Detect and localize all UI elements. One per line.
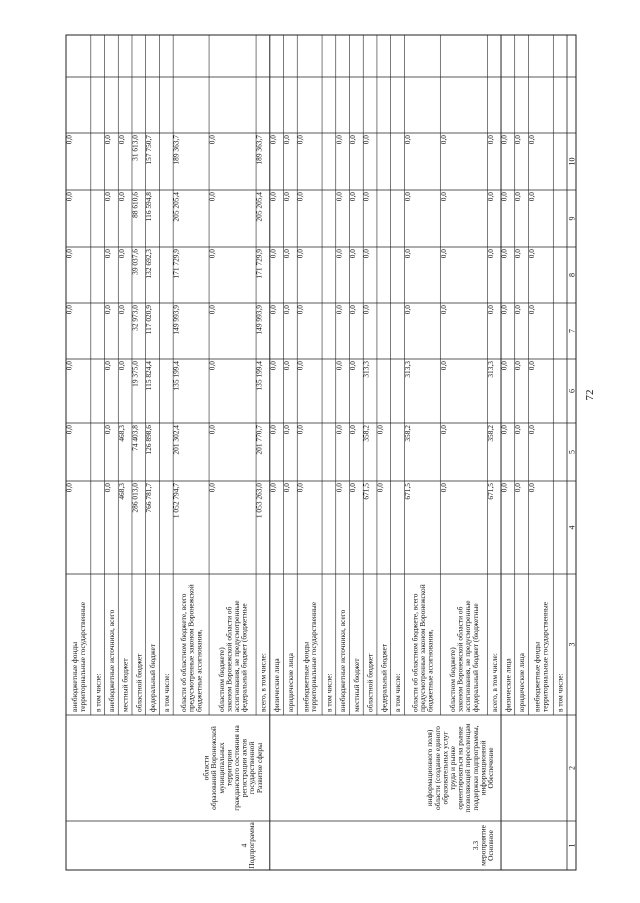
- cell-value: 0,0: [334, 483, 344, 493]
- column-header: 8: [567, 273, 577, 277]
- cell-value: 0,0: [499, 361, 509, 371]
- block-name-line: Развитие сферы: [254, 742, 264, 794]
- cell-value: 0,0: [361, 249, 371, 259]
- cell-value: 0,0: [499, 305, 509, 315]
- cell-value: 0,0: [282, 192, 291, 202]
- cell-value: 0,0: [103, 135, 112, 145]
- cell-value: 201 302,4: [171, 425, 181, 455]
- cell-value: 0,0: [282, 361, 291, 371]
- cell-value: 0,0: [499, 425, 509, 435]
- cell-value: 0,0: [438, 249, 448, 259]
- cell-value: 0,0: [348, 483, 357, 493]
- cell-value: 0,0: [207, 135, 217, 145]
- cell-value: 0,0: [116, 305, 126, 315]
- cell-value: 0,0: [499, 135, 509, 145]
- cell-value: 0,0: [334, 249, 344, 259]
- row-label: всего, в том числе:: [258, 653, 268, 712]
- page-number: 72: [584, 389, 596, 401]
- cell-value: 0,0: [527, 483, 536, 493]
- row-label: внебюджетные фонды: [301, 641, 311, 712]
- cell-value: 0,0: [334, 361, 344, 371]
- row-label: предусмотренные законом Воронежской: [417, 584, 427, 712]
- row-label: в том числе:: [393, 673, 403, 712]
- column-header: 5: [567, 450, 577, 454]
- cell-value: 0,0: [499, 192, 509, 202]
- cell-value: 358,2: [485, 425, 495, 442]
- cell-value: 0,0: [64, 425, 74, 435]
- cell-value: 0,0: [282, 135, 291, 145]
- cell-value: 358,2: [361, 425, 371, 442]
- block-name-line: поддержки подпрограммы,: [470, 725, 480, 811]
- row-label: областной бюджет: [365, 653, 375, 712]
- block-name-line: регистрации актов: [239, 738, 249, 798]
- row-label: бюджетные ассигнования,: [425, 629, 435, 712]
- row-label: областной бюджет: [134, 653, 144, 712]
- cell-value: 0,0: [268, 483, 278, 493]
- cell-value: 0,0: [295, 425, 305, 435]
- cell-value: 116 594,8: [144, 192, 154, 222]
- cell-value: 0,0: [348, 361, 357, 371]
- cell-value: 0,0: [282, 425, 291, 435]
- cell-value: 0,0: [282, 305, 291, 315]
- cell-value: 0,0: [348, 305, 357, 315]
- cell-value: 0,0: [527, 135, 536, 145]
- block-name-line: позволяющей переселенцам: [463, 723, 473, 813]
- cell-value: 0,0: [64, 192, 74, 202]
- cell-value: 0,0: [295, 135, 305, 145]
- row-label: области об областном бюджете, всего: [410, 593, 420, 712]
- row-label: территориальные государственные: [309, 601, 318, 712]
- cell-value: 313,3: [361, 361, 371, 378]
- row-label: федеральный бюджет (бюджетные: [239, 603, 249, 712]
- cell-value: 0,0: [402, 135, 412, 145]
- cell-value: 313,3: [402, 361, 412, 378]
- block-code: Подпрограмма: [247, 822, 257, 869]
- row-label: законом Воронежской области об: [224, 606, 234, 712]
- cell-value: 0,0: [268, 425, 278, 435]
- cell-value: 205 205,4: [254, 192, 264, 222]
- cell-value: 135 199,4: [254, 361, 264, 391]
- cell-value: 0,0: [348, 249, 357, 259]
- cell-value: 0,0: [268, 249, 278, 259]
- row-label: федеральный бюджет: [379, 643, 389, 712]
- column-header: 7: [567, 329, 577, 333]
- cell-value: 0,0: [334, 192, 344, 202]
- cell-value: 32 973,0: [130, 305, 140, 331]
- row-label: в том числе:: [555, 673, 565, 712]
- cell-value: 0,0: [64, 305, 74, 315]
- cell-value: 19 375,0: [130, 361, 140, 387]
- row-label: внебюджетные источники, всего: [338, 609, 348, 712]
- cell-value: 0,0: [116, 249, 126, 259]
- budget-table: [65, 35, 577, 870]
- cell-value: 0,0: [513, 361, 523, 371]
- cell-value: 0,0: [485, 249, 495, 259]
- row-label: в том числе:: [161, 673, 171, 712]
- cell-value: 0,0: [438, 483, 448, 493]
- row-label: местный бюджет: [120, 658, 130, 712]
- cell-value: 1 052 794,7: [171, 483, 181, 519]
- row-label: в том числе:: [93, 673, 103, 712]
- block-code: 4: [239, 843, 249, 848]
- cell-value: 0,0: [268, 305, 278, 315]
- cell-value: 0,0: [499, 483, 509, 493]
- cell-value: 0,0: [103, 249, 112, 259]
- block-name-line: области: [201, 755, 211, 781]
- cell-value: 189 363,7: [254, 135, 264, 165]
- cell-value: 171 729,9: [254, 249, 264, 279]
- cell-value: 0,0: [103, 425, 112, 435]
- cell-value: 0,0: [103, 192, 112, 202]
- cell-value: 0,0: [64, 361, 74, 371]
- row-label: территориальные государственные: [540, 601, 550, 712]
- cell-value: 0,0: [513, 135, 523, 145]
- cell-value: 0,0: [207, 425, 217, 435]
- cell-value: 0,0: [361, 305, 371, 315]
- row-label: в том числе:: [324, 673, 334, 712]
- cell-value: 0,0: [361, 192, 371, 202]
- cell-value: 468,3: [116, 483, 126, 500]
- cell-value: 0,0: [438, 135, 448, 145]
- cell-value: 201 770,7: [254, 425, 264, 455]
- cell-value: 0,0: [64, 135, 74, 145]
- cell-value: 0,0: [295, 305, 305, 315]
- table-border: [66, 35, 576, 870]
- block-name-line: государственной: [247, 741, 257, 795]
- row-label: юридические лица: [286, 653, 295, 712]
- cell-value: 205 205,4: [171, 192, 181, 222]
- cell-value: 149 993,9: [254, 305, 264, 335]
- block-name-line: труда и рынке: [448, 745, 457, 791]
- block-code: 3.3: [470, 840, 480, 851]
- cell-value: 0,0: [527, 361, 536, 371]
- cell-value: 0,0: [207, 305, 217, 315]
- column-header: 2: [567, 766, 577, 770]
- block-name-line: Обеспечение: [486, 747, 495, 789]
- row-label: юридические лица: [517, 653, 527, 712]
- cell-value: 0,0: [438, 425, 448, 435]
- cell-value: 0,0: [295, 483, 305, 493]
- row-label: ассигнования, не предусмотренные: [232, 600, 241, 712]
- cell-value: 0,0: [207, 192, 217, 202]
- cell-value: 0,0: [513, 249, 523, 259]
- cell-value: 31 613,0: [130, 135, 140, 161]
- cell-value: 1 053 263,0: [254, 483, 264, 519]
- cell-value: 0,0: [438, 192, 448, 202]
- row-label: физические лица: [272, 658, 282, 712]
- cell-value: 135 199,4: [171, 361, 181, 391]
- cell-value: 0,0: [438, 361, 448, 371]
- cell-value: 0,0: [375, 483, 385, 493]
- cell-value: 0,0: [64, 483, 74, 493]
- cell-value: 0,0: [64, 249, 74, 259]
- row-label: федеральный бюджет (бюджетные: [470, 603, 480, 712]
- cell-value: 171 729,9: [171, 249, 181, 279]
- cell-value: 0,0: [402, 249, 412, 259]
- cell-value: 157 750,7: [144, 135, 154, 165]
- block-name-line: области (создание единого: [432, 726, 442, 810]
- cell-value: 149 993,9: [171, 305, 181, 335]
- cell-value: 132 692,3: [144, 249, 154, 279]
- row-label: всего, в том числе:: [489, 653, 499, 712]
- row-label: внебюджетные фонды: [70, 641, 80, 712]
- cell-value: 0,0: [513, 192, 523, 202]
- cell-value: 0,0: [402, 192, 412, 202]
- cell-value: 0,0: [485, 305, 495, 315]
- cell-value: 0,0: [485, 135, 495, 145]
- cell-value: 0,0: [361, 135, 371, 145]
- cell-value: 358,2: [402, 425, 412, 442]
- row-label: территориальные государственные: [77, 601, 87, 712]
- cell-value: 0,0: [103, 361, 112, 371]
- block-name-line: образовательных услуг: [440, 731, 450, 805]
- cell-value: 286 013,0: [130, 483, 140, 513]
- block-name-line: муниципальных: [216, 742, 226, 794]
- cell-value: 0,0: [268, 192, 278, 202]
- cell-value: 468,3: [116, 425, 126, 442]
- block-name-line: информационной: [478, 740, 488, 796]
- block-name-line: гражданского состояния на: [232, 725, 241, 811]
- cell-value: 0,0: [334, 305, 344, 315]
- row-label: физические лица: [503, 658, 513, 712]
- cell-value: 0,0: [207, 249, 217, 259]
- cell-value: 0,0: [499, 249, 509, 259]
- table-cells: [65, 135, 577, 869]
- cell-value: 0,0: [513, 483, 523, 493]
- cell-value: 0,0: [103, 483, 112, 493]
- cell-value: 0,0: [348, 135, 357, 145]
- row-label: внебюджетные фонды: [532, 641, 542, 712]
- block-name-line: ориентироваться на рынке: [455, 726, 465, 810]
- block-code: Основное: [486, 830, 495, 861]
- cell-value: 189 363,7: [171, 135, 181, 165]
- cell-value: 0,0: [334, 425, 344, 435]
- cell-value: 0,0: [295, 249, 305, 259]
- block-name-line: информационного поля): [425, 729, 435, 807]
- cell-value: 0,0: [527, 425, 536, 435]
- column-header: 3: [567, 642, 577, 647]
- row-label: ассигнования, не предусмотренные: [463, 600, 473, 712]
- column-header: 9: [567, 216, 577, 221]
- cell-value: 0,0: [295, 361, 305, 371]
- column-header: 10: [567, 157, 577, 166]
- cell-value: 39 037,6: [130, 249, 140, 275]
- cell-value: 74 403,8: [130, 425, 140, 451]
- block-name-line: территории: [224, 749, 234, 787]
- cell-value: 0,0: [527, 192, 536, 202]
- cell-value: 0,0: [103, 305, 112, 315]
- cell-value: 0,0: [375, 425, 385, 435]
- cell-value: 0,0: [513, 305, 523, 315]
- cell-value: 0,0: [282, 483, 291, 493]
- cell-value: 0,0: [438, 305, 448, 315]
- row-label: области об областном бюджете, всего: [179, 593, 189, 712]
- cell-value: 0,0: [116, 361, 126, 371]
- cell-value: 0,0: [268, 361, 278, 371]
- cell-value: 0,0: [282, 249, 291, 259]
- cell-value: 88 610,6: [130, 192, 140, 218]
- row-label: федеральный бюджет: [148, 643, 158, 712]
- cell-value: 0,0: [348, 425, 357, 435]
- cell-value: 671,5: [485, 483, 495, 500]
- row-label: бюджетные ассигнования,: [194, 629, 204, 712]
- cell-value: 313,3: [485, 361, 495, 378]
- row-label: областном бюджете): [216, 647, 226, 712]
- row-label: внебюджетные источники, всего: [107, 609, 116, 712]
- cell-value: 0,0: [207, 483, 217, 493]
- cell-value: 0,0: [116, 135, 126, 145]
- cell-value: 0,0: [348, 192, 357, 202]
- row-label: законом Воронежской области об: [455, 606, 465, 712]
- cell-value: 0,0: [527, 249, 536, 259]
- cell-value: 0,0: [485, 192, 495, 202]
- cell-value: 671,5: [402, 483, 412, 500]
- cell-value: 671,5: [361, 483, 371, 500]
- cell-value: 0,0: [295, 192, 305, 202]
- column-header: 6: [567, 389, 577, 393]
- cell-value: 766 781,7: [144, 483, 154, 513]
- row-label: местный бюджет: [352, 658, 361, 712]
- cell-value: 115 824,4: [144, 361, 154, 391]
- cell-value: 126 898,6: [144, 425, 154, 455]
- cell-value: 0,0: [513, 425, 523, 435]
- cell-value: 117 020,9: [144, 305, 154, 335]
- row-label: предусмотренные законом Воронежской: [186, 584, 196, 712]
- cell-value: 0,0: [116, 192, 126, 202]
- column-header: 1: [567, 843, 577, 848]
- cell-value: 0,0: [207, 361, 217, 371]
- block-code: мероприятие: [478, 825, 488, 866]
- cell-value: 0,0: [268, 135, 278, 145]
- row-label: областном бюджете): [448, 647, 457, 712]
- cell-value: 0,0: [402, 305, 412, 315]
- table-grid: [66, 35, 576, 870]
- cell-value: 0,0: [527, 305, 536, 315]
- column-header: 4: [567, 525, 577, 530]
- block-name-line: образований Воронежской: [209, 726, 219, 810]
- cell-value: 0,0: [334, 135, 344, 145]
